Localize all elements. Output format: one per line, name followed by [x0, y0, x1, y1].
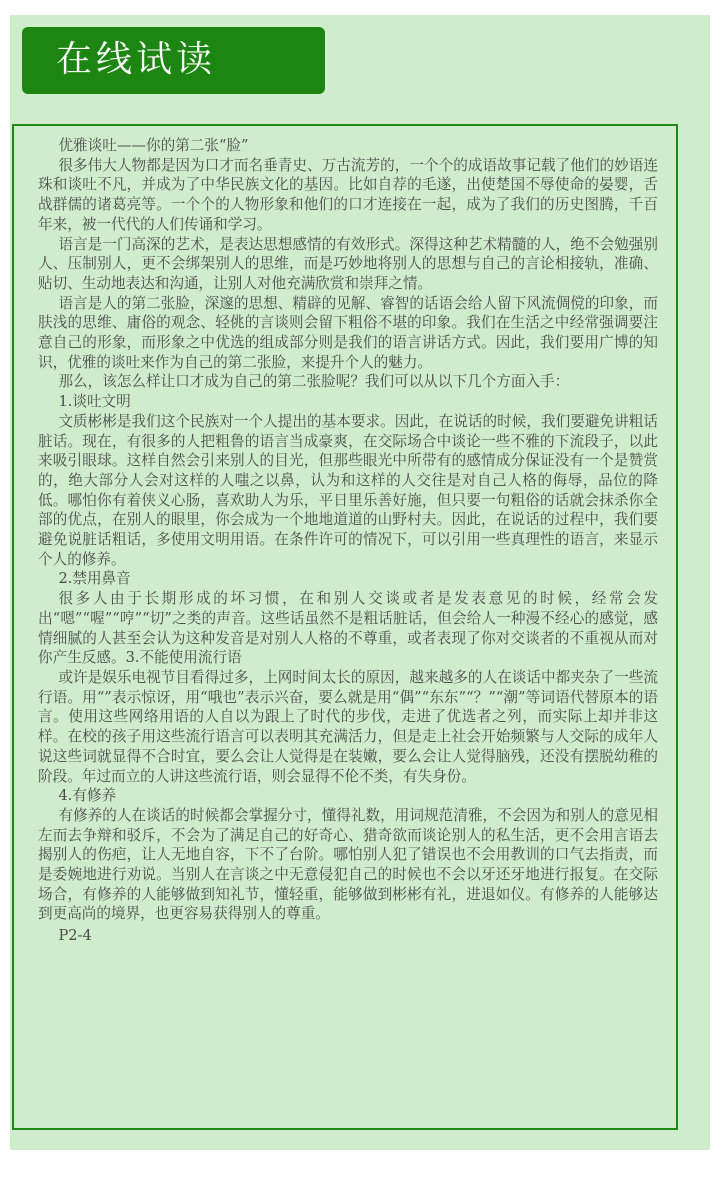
section-body: 文质彬彬是我们这个民族对一个人提出的基本要求。因此，在说话的时候，我们要避免讲粗话脏话。现在，有很多的人把粗鲁的语言当成豪爽，在交际场合中谈论一些不雅的下流段子，以此来吸引眼球。这样自然会引来别人的目光，但那些眼光中所带有的感情成分保证没有一个是赞赏的，绝大部分人会对这样的人嗤之以鼻，认为和这样的人交往是对自己人格的侮辱，品位的降低。哪怕你有着侠义心肠，喜欢助人为乐，平日里乐善好施，但只要一句粗俗的话就会抹杀你全部的优点，在别人的眼里，你会成为一个地地道道的山野村夫。因此，在说话的过程中，我们要避免说脏话粗话，多使用文明用语。在条件许可的情况下，可以引用一些真理性的语言，来显示个人的修养。: [38, 412, 658, 568]
section-body: 很多人由于长期形成的坏习惯，在和别人交谈或者是发表意见的时候，经常会发出“嗯”“喔”“哼”“切”之类的声音。这些话虽然不是粗话脏话，但会给人一种漫不经心的感觉，感情细腻的人甚至会认为这种发音是对别人人格的不尊重，或者表现了你对交谈者的不重视从而对你产生反感。3.不能使用流行语: [38, 590, 658, 667]
excerpt-content: [12, 124, 678, 1130]
section-title: 4.有修养: [58, 787, 117, 805]
section-body: 或许是娱乐电视节目看得过多，上网时间太长的原因，越来越多的人在谈话中都夹杂了一些流行语。用“”表示惊讶，用“哦也”表示兴奋，要么就是用“偶”“东东”“？”“潮”等词语代替原本的语言。使用这些网络用语的人自以为跟上了时代的步伐，走进了优选者之列，而实际上却并非这样。在校的孩子用这些流行语言可以表明其充满活力，但是走上社会开始频繁与人交际的成年人说这些词就显得不合时宜，要么会让人觉得是在装嫩，要么会让人觉得脑残，还没有摆脱幼稚的阶段。年过而立的人讲这些流行语，则会显得不伦不类，有失身份。: [38, 668, 658, 785]
section-body: 有修养的人在谈话的时候都会掌握分寸，懂得礼数，用词规范清雅，不会因为和别人的意见相左而去争辩和驳斥，不会为了满足自己的好奇心、猎奇欲而谈论别人的私生活，更不会用言语去揭别人的伤疤，让人无地自容，下不了台阶。哪怕别人犯了错误也不会用教训的口气去指责，而是委婉地进行劝说。当别人在言谈之中无意侵犯自己的时候也不会以牙还牙地进行报复。在交际场合，有修养的人能够做到知礼节，懂轻重，能够做到彬彬有礼，进退如仪。有修养的人能够达到更高尚的境界，也更容易获得别人的尊重。: [38, 806, 658, 923]
page-title: 在线试读: [56, 39, 217, 80]
intro-paragraph: 那么，该怎么样让口才成为自己的第二张脸呢？我们可以从以下几个方面入手：: [58, 373, 570, 391]
article-heading: 优雅谈吐——你的第二张“脸”: [58, 137, 249, 154]
title-badge: [22, 27, 325, 94]
section-title: 1.谈吐文明: [58, 393, 131, 411]
section-title: 2.禁用鼻音: [58, 570, 131, 588]
intro-paragraph: 语言是一门高深的艺术，是表达思想感情的有效形式。深得这种艺术精髓的人，绝不会勉强别人、压制别人，更不会绑架别人的思维，而是巧妙地将别人的思想与自己的言论相接轨，准确、贴切、生动地表达和沟通，让别人对他充满欣赏和崇拜之情。: [38, 235, 658, 292]
intro-paragraph: 语言是人的第二张脸，深邃的思想、精辟的见解、睿智的话语会给人留下风流倜傥的印象，而肤浅的思维、庸俗的观念、轻佻的言谈则会留下粗俗不堪的印象。我们在生活之中经常强调要注意自己的形象，而形象之中优选的组成部分则是我们的语言讲话方式。因此，我们要用广博的知识，优雅的谈吐来作为自己的第二张脸，来提升个人的魅力。: [38, 294, 658, 371]
intro-paragraph: 很多伟大人物都是因为口才而名垂青史、万古流芳的，一个个的成语故事记载了他们的妙语连珠和谈吐不凡，并成为了中华民族文化的基因。比如自荐的毛遂，出使楚国不辱使命的晏婴，舌战群儒的诸葛亮等。一个个的人物形象和他们的口才连接在一起，成为了我们的历史图腾，千百年来，被一代代的人们传诵和学习。: [38, 156, 658, 233]
page-number-tag: P2-4: [58, 927, 92, 945]
